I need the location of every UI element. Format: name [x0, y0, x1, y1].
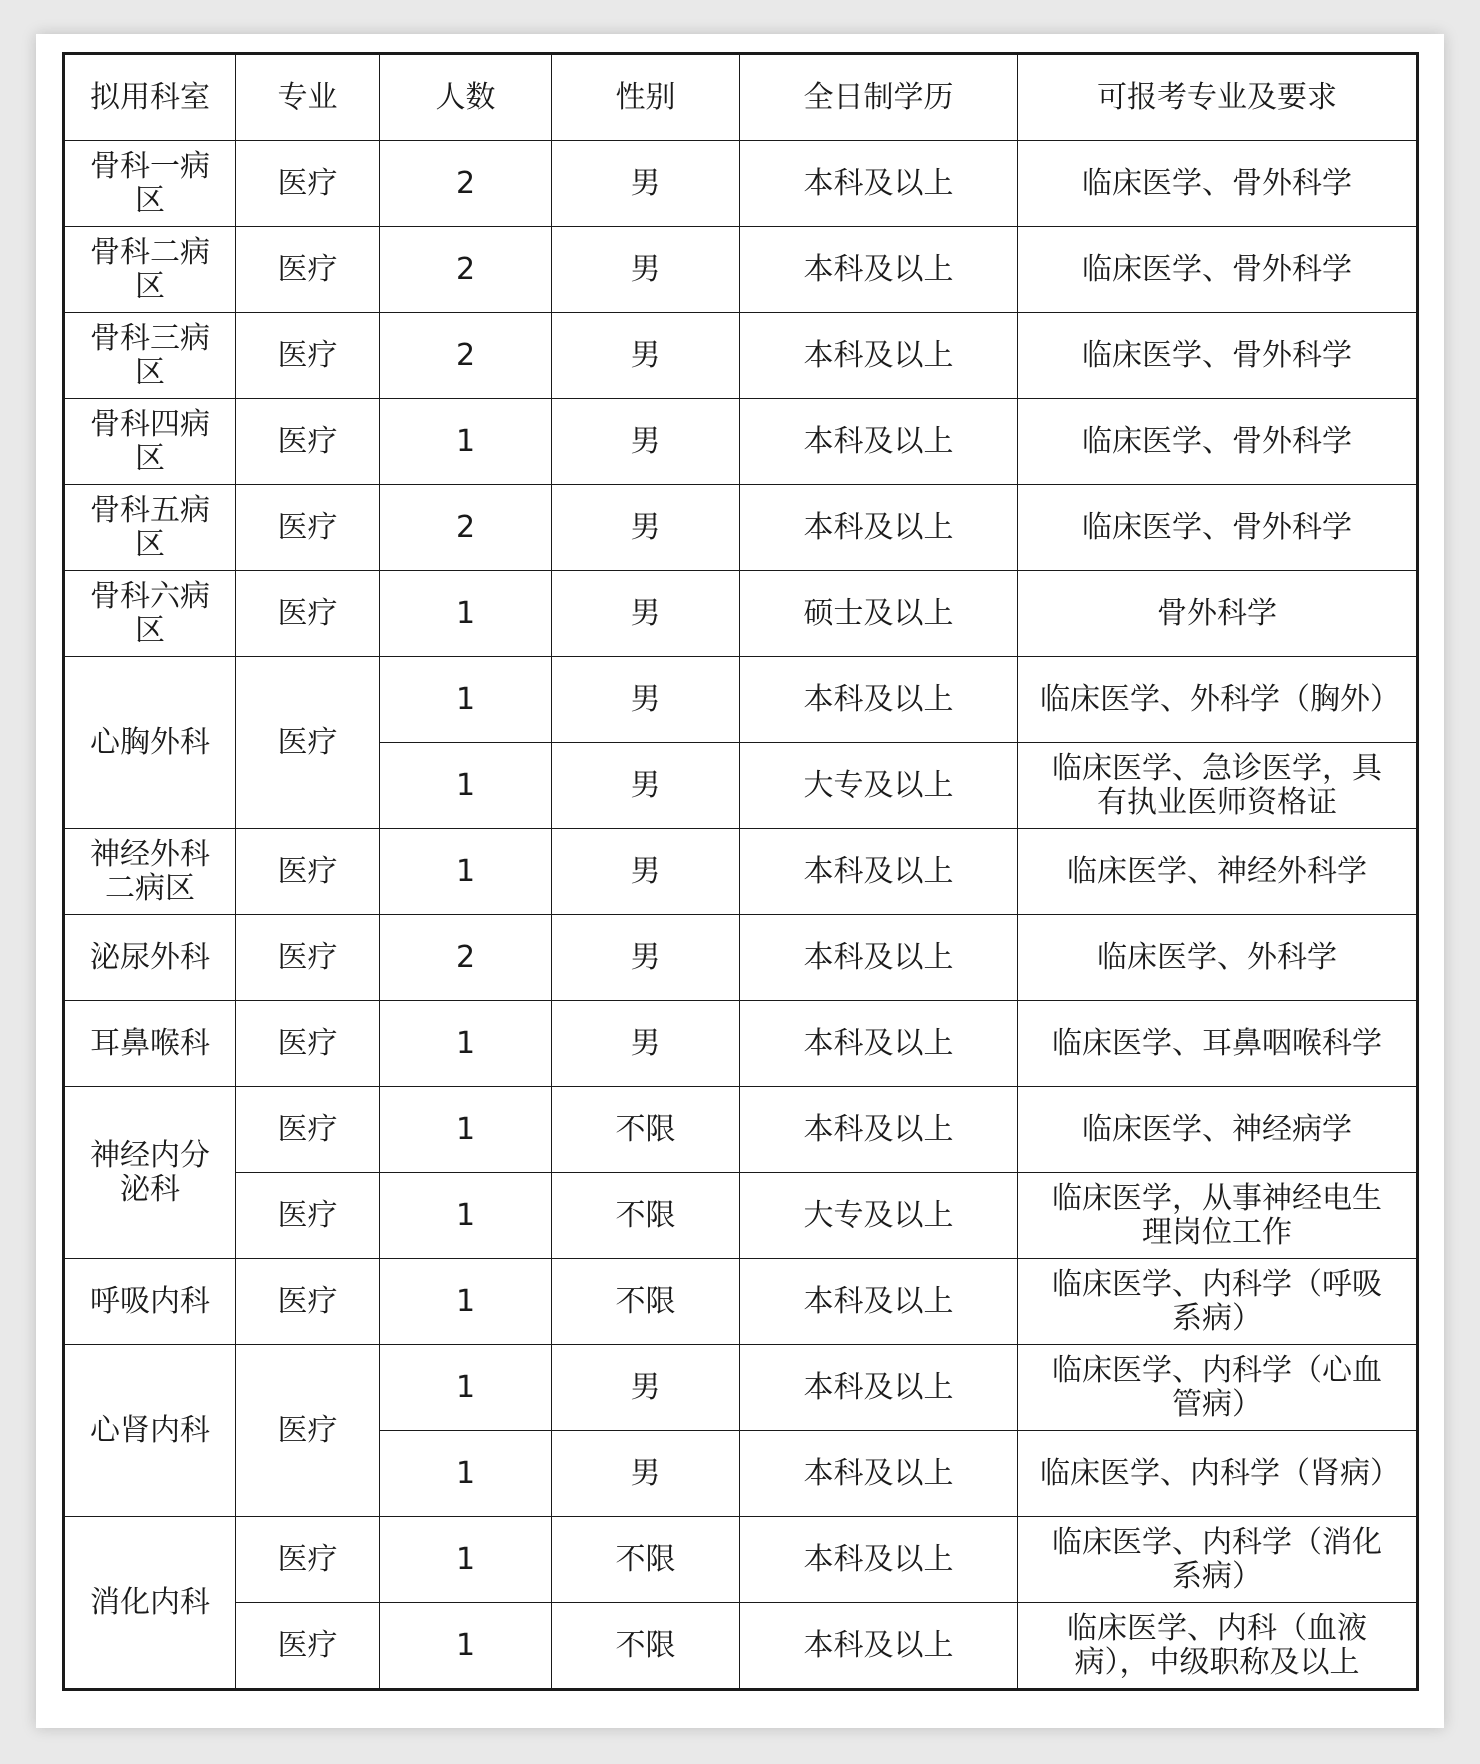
- requirements-cell: 临床医学、骨外科学: [1018, 141, 1418, 227]
- requirements-cell: 临床医学、外科学: [1018, 915, 1418, 1001]
- education-cell: 本科及以上: [740, 1259, 1018, 1345]
- headcount-cell: 1: [380, 1173, 552, 1259]
- gender-cell: 男: [552, 1431, 740, 1517]
- requirements-cell: 临床医学、急诊医学，具有执业医师资格证: [1018, 743, 1418, 829]
- specialty-cell: 医疗: [236, 1517, 380, 1603]
- headcount-cell: 1: [380, 1001, 552, 1087]
- department-cell: 消化内科: [64, 1517, 236, 1690]
- education-cell: 本科及以上: [740, 1345, 1018, 1431]
- headcount-cell: 1: [380, 1259, 552, 1345]
- table-row: [64, 1173, 1418, 1259]
- education-cell: 本科及以上: [740, 485, 1018, 571]
- requirements-cell: 临床医学、内科学（心血管病）: [1018, 1345, 1418, 1431]
- gender-cell: 男: [552, 227, 740, 313]
- table-row: [64, 1517, 1418, 1603]
- department-cell: 骨科六病区: [64, 571, 236, 657]
- department-cell: 骨科四病区: [64, 399, 236, 485]
- specialty-cell: 医疗: [236, 571, 380, 657]
- requirements-cell: 临床医学、神经病学: [1018, 1087, 1418, 1173]
- requirements-cell: 临床医学、骨外科学: [1018, 313, 1418, 399]
- specialty-cell: 医疗: [236, 1345, 380, 1517]
- gender-cell: 男: [552, 829, 740, 915]
- table-row: [64, 1087, 1418, 1173]
- department-cell: 泌尿外科: [64, 915, 236, 1001]
- requirements-cell: 临床医学、骨外科学: [1018, 399, 1418, 485]
- table-row: [64, 399, 1418, 485]
- department-cell: 心肾内科: [64, 1345, 236, 1517]
- specialty-cell: 医疗: [236, 915, 380, 1001]
- headcount-cell: 1: [380, 657, 552, 743]
- gender-cell: 不限: [552, 1517, 740, 1603]
- requirements-cell: 临床医学、内科学（呼吸系病）: [1018, 1259, 1418, 1345]
- specialty-cell: 医疗: [236, 1259, 380, 1345]
- requirements-cell: 临床医学、神经外科学: [1018, 829, 1418, 915]
- requirements-cell: 临床医学，从事神经电生理岗位工作: [1018, 1173, 1418, 1259]
- education-cell: 本科及以上: [740, 399, 1018, 485]
- education-cell: 本科及以上: [740, 1087, 1018, 1173]
- specialty-cell: 医疗: [236, 399, 380, 485]
- specialty-cell: 医疗: [236, 1173, 380, 1259]
- gender-cell: 男: [552, 915, 740, 1001]
- requirements-cell: 骨外科学: [1018, 571, 1418, 657]
- specialty-cell: 医疗: [236, 829, 380, 915]
- education-cell: 本科及以上: [740, 915, 1018, 1001]
- specialty-cell: 医疗: [236, 1087, 380, 1173]
- department-cell: 神经外科二病区: [64, 829, 236, 915]
- gender-cell: 不限: [552, 1259, 740, 1345]
- gender-cell: 不限: [552, 1173, 740, 1259]
- headcount-cell: 1: [380, 743, 552, 829]
- specialty-cell: 医疗: [236, 485, 380, 571]
- headcount-cell: 2: [380, 313, 552, 399]
- gender-cell: 男: [552, 743, 740, 829]
- gender-cell: 男: [552, 571, 740, 657]
- headcount-cell: 2: [380, 227, 552, 313]
- education-cell: 本科及以上: [740, 141, 1018, 227]
- headcount-cell: 1: [380, 1087, 552, 1173]
- requirements-cell: 临床医学、内科学（消化系病）: [1018, 1517, 1418, 1603]
- table-row: [64, 1259, 1418, 1345]
- header-specialty: 专业: [236, 54, 380, 141]
- gender-cell: 男: [552, 657, 740, 743]
- education-cell: 本科及以上: [740, 1001, 1018, 1087]
- specialty-cell: 医疗: [236, 313, 380, 399]
- requirements-cell: 临床医学、骨外科学: [1018, 485, 1418, 571]
- education-cell: 本科及以上: [740, 657, 1018, 743]
- specialty-cell: 医疗: [236, 1603, 380, 1690]
- education-cell: 本科及以上: [740, 829, 1018, 915]
- header-department: 拟用科室: [64, 54, 236, 141]
- department-cell: 骨科一病区: [64, 141, 236, 227]
- table-body: [64, 54, 1418, 1690]
- gender-cell: 男: [552, 313, 740, 399]
- education-cell: 本科及以上: [740, 1517, 1018, 1603]
- specialty-cell: 医疗: [236, 141, 380, 227]
- gender-cell: 男: [552, 1345, 740, 1431]
- table-row: [64, 485, 1418, 571]
- headcount-cell: 1: [380, 399, 552, 485]
- headcount-cell: 2: [380, 141, 552, 227]
- table-row: [64, 915, 1418, 1001]
- table-row: [64, 657, 1418, 743]
- table-row: [64, 1603, 1418, 1690]
- requirements-cell: 临床医学、耳鼻咽喉科学: [1018, 1001, 1418, 1087]
- requirements-cell: 临床医学、内科（血液病），中级职称及以上: [1018, 1603, 1418, 1690]
- education-cell: 本科及以上: [740, 227, 1018, 313]
- headcount-cell: 1: [380, 1517, 552, 1603]
- table-row: [64, 313, 1418, 399]
- table-row: [64, 141, 1418, 227]
- header-requirements: 可报考专业及要求: [1018, 54, 1418, 141]
- specialty-cell: 医疗: [236, 1001, 380, 1087]
- department-cell: 耳鼻喉科: [64, 1001, 236, 1087]
- gender-cell: 不限: [552, 1087, 740, 1173]
- header-headcount: 人数: [380, 54, 552, 141]
- document-page: [36, 34, 1444, 1728]
- table-row: [64, 1001, 1418, 1087]
- department-cell: 呼吸内科: [64, 1259, 236, 1345]
- headcount-cell: 2: [380, 485, 552, 571]
- headcount-cell: 1: [380, 1603, 552, 1690]
- headcount-cell: 1: [380, 1431, 552, 1517]
- department-cell: 心胸外科: [64, 657, 236, 829]
- department-cell: 骨科二病区: [64, 227, 236, 313]
- gender-cell: 男: [552, 1001, 740, 1087]
- department-cell: 神经内分泌科: [64, 1087, 236, 1259]
- table-row: [64, 1345, 1418, 1431]
- gender-cell: 男: [552, 399, 740, 485]
- headcount-cell: 1: [380, 571, 552, 657]
- specialty-cell: 医疗: [236, 657, 380, 829]
- requirements-cell: 临床医学、骨外科学: [1018, 227, 1418, 313]
- education-cell: 大专及以上: [740, 743, 1018, 829]
- specialty-cell: 医疗: [236, 227, 380, 313]
- gender-cell: 男: [552, 485, 740, 571]
- department-cell: 骨科五病区: [64, 485, 236, 571]
- department-cell: 骨科三病区: [64, 313, 236, 399]
- table-header-row: [64, 54, 1418, 141]
- headcount-cell: 1: [380, 829, 552, 915]
- table-row: [64, 571, 1418, 657]
- education-cell: 本科及以上: [740, 313, 1018, 399]
- education-cell: 大专及以上: [740, 1173, 1018, 1259]
- education-cell: 本科及以上: [740, 1603, 1018, 1690]
- gender-cell: 不限: [552, 1603, 740, 1690]
- requirements-cell: 临床医学、外科学（胸外）: [1018, 657, 1418, 743]
- gender-cell: 男: [552, 141, 740, 227]
- header-education: 全日制学历: [740, 54, 1018, 141]
- headcount-cell: 2: [380, 915, 552, 1001]
- header-gender: 性别: [552, 54, 740, 141]
- table-row: [64, 829, 1418, 915]
- recruitment-table: [62, 52, 1419, 1691]
- table-row: [64, 227, 1418, 313]
- requirements-cell: 临床医学、内科学（肾病）: [1018, 1431, 1418, 1517]
- education-cell: 硕士及以上: [740, 571, 1018, 657]
- headcount-cell: 1: [380, 1345, 552, 1431]
- education-cell: 本科及以上: [740, 1431, 1018, 1517]
